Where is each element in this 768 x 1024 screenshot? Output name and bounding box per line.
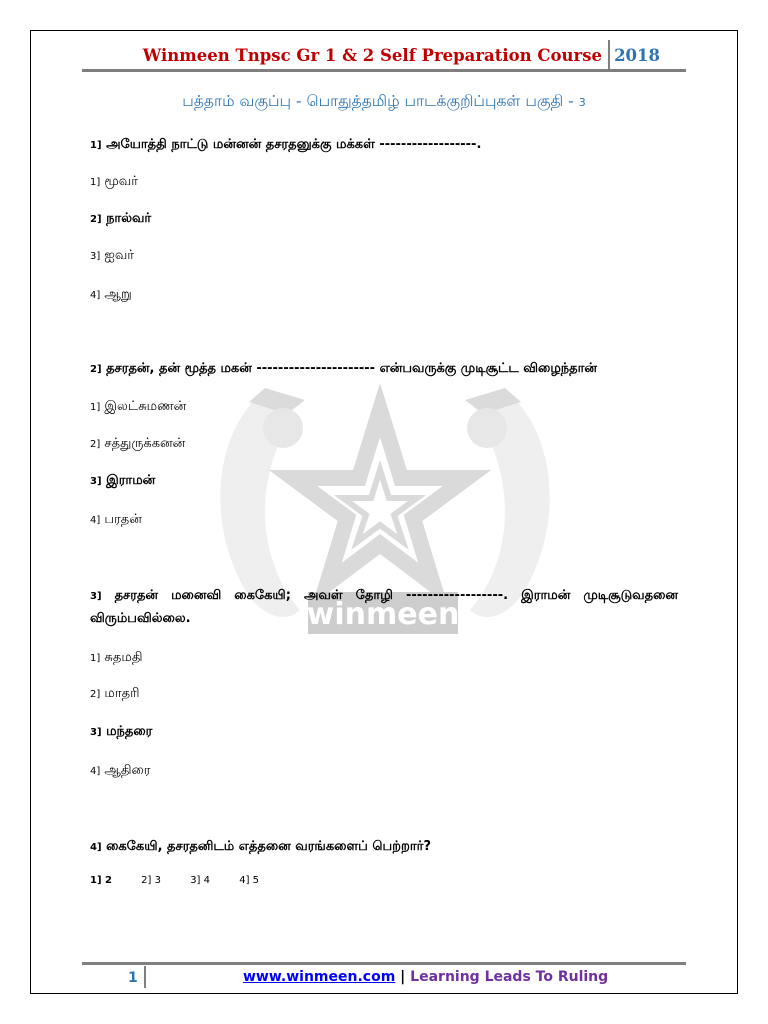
document-title-part: 3: [578, 96, 586, 109]
question-text: தசரதன், தன் மூத்த மகன் ---------------------- என்பவருக்கு முடிசூட்ட விழைந்தான்: [106, 361, 598, 376]
option-text: 2: [105, 875, 112, 886]
footer-tagline: Learning Leads To Ruling: [410, 969, 609, 985]
option-number: 2]: [90, 214, 102, 225]
option-number: 3]: [90, 727, 102, 738]
watermark-text: winmeen: [306, 597, 460, 632]
option-text: இராமன்: [106, 473, 156, 488]
option-4-4: [239, 875, 259, 886]
page-number: 1: [128, 970, 138, 986]
footer-separator: |: [400, 969, 406, 985]
option-4-1: [90, 875, 112, 886]
option-3-1: [90, 648, 142, 669]
header-title: Winmeen Tnpsc Gr 1 & 2 Self Preparation Course: [142, 46, 602, 65]
option-text: பரதன்: [104, 512, 142, 527]
option-4-3: [190, 875, 210, 886]
option-1-2: [90, 209, 151, 230]
question-4: [90, 836, 678, 859]
header-year: 2018: [614, 46, 660, 65]
option-number: 1]: [90, 402, 101, 413]
option-text: 4: [203, 875, 211, 886]
option-text: 3: [154, 875, 161, 886]
footer-rule: [82, 962, 686, 965]
question-text: அயோத்தி நாட்டு மன்னன் தசரதனுக்கு மக்கள் ------------------.: [106, 137, 482, 152]
document-title: [0, 92, 768, 112]
option-2-4: [90, 510, 142, 531]
question-number: 2]: [90, 364, 102, 375]
header-rule: [82, 69, 686, 72]
website-link[interactable]: www.winmeen.com: [243, 969, 396, 985]
question-text: தசரதன் மனைவி கைகேயி; அவள் தோழி ------------------. இராமன் முடிசூடுவதனை விரும்பவில்லை.: [90, 588, 678, 626]
option-text: ஆறு: [104, 287, 132, 302]
option-text: மூவர்: [104, 174, 139, 189]
option-2-1: [90, 397, 186, 418]
option-3-3: [90, 722, 152, 743]
option-4-2: [141, 875, 161, 886]
option-number: 1]: [90, 653, 101, 664]
footer-divider: [144, 966, 146, 988]
option-number: 2]: [90, 689, 101, 700]
option-1-1: [90, 172, 138, 193]
option-number: 2]: [90, 439, 101, 450]
option-number: 3]: [90, 476, 102, 487]
footer-links: [243, 969, 608, 985]
star-icon: [293, 410, 467, 584]
page-header: [82, 40, 686, 72]
option-1-3: [90, 246, 134, 267]
option-text: 5: [252, 875, 260, 886]
option-text: நால்வர்: [106, 211, 152, 226]
question-4-options: [90, 875, 285, 886]
question-text: கைகேயி, தசரதனிடம் எத்தனை வரங்களைப் பெற்றார்?: [106, 839, 431, 854]
option-number: 4]: [239, 875, 250, 886]
option-1-4: [90, 285, 132, 306]
option-text: சத்துருக்கனன்: [104, 436, 186, 451]
option-text: மாதரி: [104, 686, 140, 701]
option-number: 1]: [90, 875, 102, 886]
option-number: 3]: [90, 251, 101, 262]
header-divider: [608, 40, 610, 72]
option-text: இலட்சுமணன்: [104, 399, 187, 414]
option-text: ஆதிரை: [104, 763, 151, 778]
option-3-4: [90, 761, 151, 782]
option-number: 1]: [90, 177, 101, 188]
option-3-2: [90, 684, 139, 705]
question-1: [90, 134, 678, 157]
option-number: 2]: [141, 875, 152, 886]
option-text: மந்தரை: [106, 724, 153, 739]
option-number: 4]: [90, 290, 101, 301]
question-number: 3]: [90, 591, 102, 602]
option-2-2: [90, 434, 185, 455]
option-number: 4]: [90, 766, 101, 777]
document-title-text: பத்தாம் வகுப்பு - பொதுத்தமிழ் பாடக்குறிப்புகள் பகுதி -: [182, 92, 579, 110]
option-number: 3]: [190, 875, 201, 886]
question-number: 4]: [90, 842, 102, 853]
question-2: [90, 358, 678, 381]
option-2-3: [90, 471, 155, 492]
option-text: ஐவர்: [104, 248, 135, 263]
option-number: 4]: [90, 515, 101, 526]
option-text: சுதமதி: [104, 650, 143, 665]
question-number: 1]: [90, 140, 102, 151]
question-3: [90, 585, 678, 630]
